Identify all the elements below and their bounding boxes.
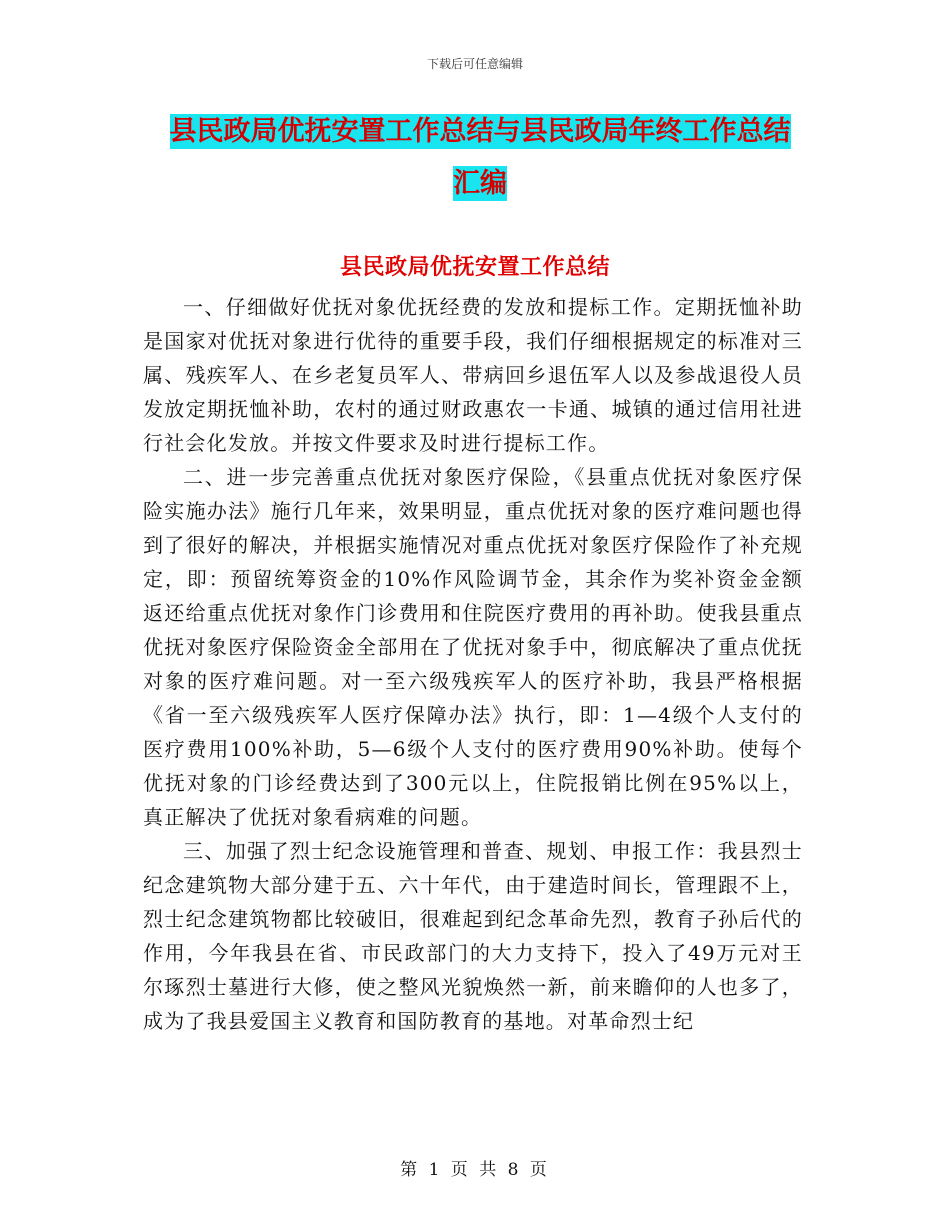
title-line-2: 汇编 bbox=[453, 168, 507, 199]
paragraph-2: 二、进一步完善重点优抚对象医疗保险，《县重点优抚对象医疗保险实施办法》施行几年来，效果明显，重点优抚对象的医疗难问题也得到了很好的解决，并根据实施情况对重点优抚对象医疗保险作了补充规定，即：预留统筹资金的10%作风险调节金，其余作为奖补资金金额返还给重点优抚对象作门诊费用和住院医疗费用的再补助。使我县重点优抚对象医疗保险资金全部用在了优抚对象手中，彻底解决了重点优抚对象的医疗难问题。对一至六级残疾军人的医疗补助，我县严格根据《省一至六级残疾军人医疗保障办法》执行，即：1—4级个人支付的医疗费用100%补助，5—6级个人支付的医疗费用90%补助。使每个优抚对象的门诊经费达到了300元以上，住院报销比例在95%以上，真正解决了优抚对象看病难的问题。 bbox=[143, 465, 803, 829]
document-title bbox=[140, 106, 820, 210]
document-body bbox=[143, 290, 803, 1038]
section-title: 县民政局优抚安置工作总结 bbox=[339, 255, 610, 280]
page-number-footer: 第 1 页 共 8 页 bbox=[400, 1160, 550, 1180]
header-note: 下载后可任意编辑 bbox=[426, 57, 523, 71]
paragraph-3: 三、加强了烈士纪念设施管理和普查、规划、申报工作：我县烈士纪念建筑物大部分建于五、六十年代，由于建造时间长，管理跟不上，烈士纪念建筑物都比较破旧，很难起到纪念革命先烈，教育子孙后代的作用，今年我县在省、市民政部门的大力支持下，投入了49万元对王尔琢烈士墓进行大修，使之整风光貌焕然一新，前来瞻仰的人也多了，成为了我县爱国主义教育和国防教育的基地。对革命烈士纪 bbox=[143, 839, 803, 1033]
paragraph-1: 一、仔细做好优抚对象优抚经费的发放和提标工作。定期抚恤补助是国家对优抚对象进行优待的重要手段，我们仔细根据规定的标准对三属、残疾军人、在乡老复员军人、带病回乡退伍军人以及参战退役人员发放定期抚恤补助，农村的通过财政惠农一卡通、城镇的通过信用社进行社会化发放。并按文件要求及时进行提标工作。 bbox=[143, 295, 803, 455]
title-line-1: 县民政局优抚安置工作总结与县民政局年终工作总结 bbox=[169, 116, 791, 147]
